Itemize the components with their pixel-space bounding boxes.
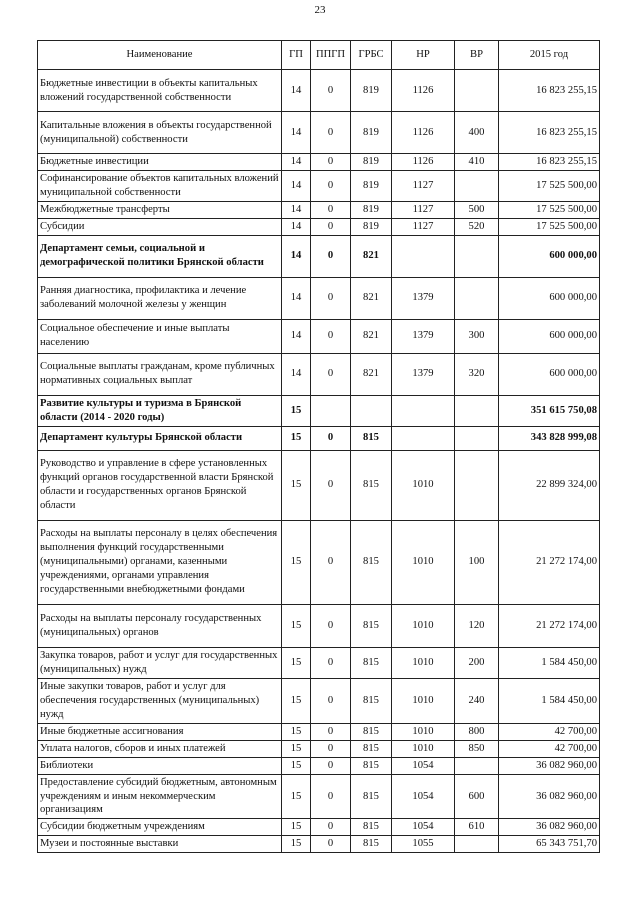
cell-np: 1379 <box>392 277 455 319</box>
cell-gp: 15 <box>282 520 311 604</box>
table-row <box>38 319 600 353</box>
cell-name: Бюджетные инвестиции <box>38 154 282 171</box>
table-row <box>38 154 600 171</box>
table-row <box>38 235 600 277</box>
cell-amount: 36 082 960,00 <box>499 757 600 774</box>
cell-np: 1379 <box>392 353 455 395</box>
cell-vr <box>455 426 499 450</box>
cell-amount: 17 525 500,00 <box>499 170 600 201</box>
cell-vr <box>455 277 499 319</box>
cell-np: 1010 <box>392 520 455 604</box>
cell-name: Музеи и постоянные выставки <box>38 836 282 853</box>
cell-gp: 14 <box>282 70 311 112</box>
table-row <box>38 201 600 218</box>
table-row <box>38 819 600 836</box>
cell-name: Капитальные вложения в объекты государственной (муниципальной) собственности <box>38 112 282 154</box>
cell-pgp: 0 <box>311 277 351 319</box>
cell-np: 1010 <box>392 678 455 723</box>
cell-gp: 15 <box>282 774 311 819</box>
cell-gp: 14 <box>282 353 311 395</box>
table-row <box>38 604 600 647</box>
cell-pgp: 0 <box>311 201 351 218</box>
cell-gp: 14 <box>282 154 311 171</box>
cell-vr: 850 <box>455 740 499 757</box>
cell-name: Субсидии <box>38 218 282 235</box>
cell-np <box>392 235 455 277</box>
cell-name: Библиотеки <box>38 757 282 774</box>
cell-vr: 240 <box>455 678 499 723</box>
cell-name: Расходы на выплаты персоналу государственных (муниципальных) органов <box>38 604 282 647</box>
cell-amount: 600 000,00 <box>499 353 600 395</box>
cell-pgp: 0 <box>311 154 351 171</box>
table-row <box>38 70 600 112</box>
cell-grbs: 815 <box>351 757 392 774</box>
table-header-row <box>38 41 600 70</box>
cell-np: 1054 <box>392 757 455 774</box>
cell-pgp: 0 <box>311 836 351 853</box>
cell-np <box>392 426 455 450</box>
cell-np: 1126 <box>392 154 455 171</box>
table-row <box>38 520 600 604</box>
cell-gp: 14 <box>282 277 311 319</box>
cell-amount: 1 584 450,00 <box>499 647 600 678</box>
table-row <box>38 353 600 395</box>
table-row <box>38 740 600 757</box>
cell-grbs: 819 <box>351 201 392 218</box>
cell-amount: 600 000,00 <box>499 277 600 319</box>
cell-pgp: 0 <box>311 170 351 201</box>
cell-name: Бюджетные инвестиции в объекты капитальных вложений государственной собственности <box>38 70 282 112</box>
cell-grbs: 815 <box>351 604 392 647</box>
cell-np: 1054 <box>392 819 455 836</box>
cell-amount: 36 082 960,00 <box>499 819 600 836</box>
cell-name: Иные бюджетные ассигнования <box>38 723 282 740</box>
cell-amount: 16 823 255,15 <box>499 70 600 112</box>
cell-np: 1127 <box>392 170 455 201</box>
cell-name: Уплата налогов, сборов и иных платежей <box>38 740 282 757</box>
cell-grbs: 819 <box>351 70 392 112</box>
cell-vr <box>455 836 499 853</box>
cell-vr: 520 <box>455 218 499 235</box>
cell-vr <box>455 70 499 112</box>
table-row <box>38 218 600 235</box>
header-np: НР <box>392 41 455 70</box>
cell-pgp: 0 <box>311 450 351 520</box>
cell-amount: 600 000,00 <box>499 319 600 353</box>
cell-amount: 21 272 174,00 <box>499 520 600 604</box>
cell-gp: 14 <box>282 201 311 218</box>
cell-amount: 22 899 324,00 <box>499 450 600 520</box>
cell-pgp: 0 <box>311 678 351 723</box>
header-year: 2015 год <box>499 41 600 70</box>
cell-np: 1379 <box>392 319 455 353</box>
cell-vr: 320 <box>455 353 499 395</box>
cell-grbs: 819 <box>351 112 392 154</box>
cell-grbs: 821 <box>351 353 392 395</box>
cell-name: Социальное обеспечение и иные выплаты населению <box>38 319 282 353</box>
header-grbs: ГРБС <box>351 41 392 70</box>
cell-np: 1127 <box>392 218 455 235</box>
cell-gp: 14 <box>282 170 311 201</box>
cell-name: Социальные выплаты гражданам, кроме публичных нормативных социальных выплат <box>38 353 282 395</box>
cell-vr: 400 <box>455 112 499 154</box>
table-row <box>38 170 600 201</box>
cell-vr: 120 <box>455 604 499 647</box>
cell-pgp: 0 <box>311 774 351 819</box>
cell-name: Департамент семьи, социальной и демографической политики Брянской области <box>38 235 282 277</box>
table-row <box>38 647 600 678</box>
cell-grbs: 815 <box>351 723 392 740</box>
cell-np: 1010 <box>392 647 455 678</box>
cell-name: Межбюджетные трансферты <box>38 201 282 218</box>
cell-np: 1126 <box>392 70 455 112</box>
cell-gp: 15 <box>282 678 311 723</box>
table-row <box>38 723 600 740</box>
cell-grbs: 815 <box>351 426 392 450</box>
cell-np: 1010 <box>392 450 455 520</box>
cell-vr: 300 <box>455 319 499 353</box>
cell-vr: 600 <box>455 774 499 819</box>
cell-gp: 15 <box>282 819 311 836</box>
table-row <box>38 757 600 774</box>
cell-pgp: 0 <box>311 235 351 277</box>
cell-amount: 21 272 174,00 <box>499 604 600 647</box>
cell-grbs: 819 <box>351 154 392 171</box>
cell-np <box>392 395 455 426</box>
cell-name: Развитие культуры и туризма в Брянской области (2014 - 2020 годы) <box>38 395 282 426</box>
cell-name: Департамент культуры Брянской области <box>38 426 282 450</box>
cell-pgp: 0 <box>311 520 351 604</box>
cell-pgp: 0 <box>311 112 351 154</box>
cell-amount: 42 700,00 <box>499 740 600 757</box>
cell-pgp: 0 <box>311 723 351 740</box>
cell-np: 1010 <box>392 604 455 647</box>
table-row <box>38 277 600 319</box>
cell-name: Софинансирование объектов капитальных вложений муниципальной собственности <box>38 170 282 201</box>
cell-grbs: 815 <box>351 647 392 678</box>
cell-gp: 15 <box>282 740 311 757</box>
cell-name: Руководство и управление в сфере установленных функций органов государственной власти Брянской области и государственных органов Брянской области <box>38 450 282 520</box>
cell-grbs: 815 <box>351 678 392 723</box>
cell-amount: 17 525 500,00 <box>499 201 600 218</box>
cell-vr: 200 <box>455 647 499 678</box>
cell-vr <box>455 757 499 774</box>
cell-name: Предоставление субсидий бюджетным, автономным учреждениям и иным некоммерческим организациям <box>38 774 282 819</box>
cell-np: 1126 <box>392 112 455 154</box>
cell-vr <box>455 235 499 277</box>
table-row <box>38 774 600 819</box>
cell-amount: 65 343 751,70 <box>499 836 600 853</box>
cell-grbs: 815 <box>351 819 392 836</box>
table-row <box>38 426 600 450</box>
cell-name: Субсидии бюджетным учреждениям <box>38 819 282 836</box>
table-row <box>38 678 600 723</box>
header-name: Наименование <box>38 41 282 70</box>
cell-name: Расходы на выплаты персоналу в целях обеспечения выполнения функций государственными (муниципальными) органами, казенными учреждениями, органами управления государственными внебюджетными фондами <box>38 520 282 604</box>
cell-amount: 16 823 255,15 <box>499 112 600 154</box>
cell-gp: 14 <box>282 319 311 353</box>
cell-pgp: 0 <box>311 353 351 395</box>
page-number: 23 <box>314 4 326 16</box>
cell-grbs <box>351 395 392 426</box>
cell-grbs: 815 <box>351 520 392 604</box>
cell-vr: 800 <box>455 723 499 740</box>
cell-np: 1010 <box>392 740 455 757</box>
cell-pgp: 0 <box>311 604 351 647</box>
cell-vr <box>455 170 499 201</box>
cell-name: Ранняя диагностика, профилактика и лечение заболеваний молочной железы у женщин <box>38 277 282 319</box>
cell-gp: 15 <box>282 757 311 774</box>
cell-gp: 15 <box>282 647 311 678</box>
cell-pgp: 0 <box>311 757 351 774</box>
header-pgp: ППГП <box>311 41 351 70</box>
cell-gp: 15 <box>282 836 311 853</box>
cell-gp: 15 <box>282 426 311 450</box>
cell-grbs: 819 <box>351 170 392 201</box>
cell-grbs: 815 <box>351 740 392 757</box>
cell-pgp: 0 <box>311 70 351 112</box>
cell-grbs: 815 <box>351 836 392 853</box>
cell-amount: 16 823 255,15 <box>499 154 600 171</box>
cell-gp: 15 <box>282 723 311 740</box>
cell-name: Закупка товаров, работ и услуг для государственных (муниципальных) нужд <box>38 647 282 678</box>
cell-pgp <box>311 395 351 426</box>
table-row <box>38 836 600 853</box>
cell-gp: 15 <box>282 604 311 647</box>
table-row <box>38 112 600 154</box>
cell-pgp: 0 <box>311 218 351 235</box>
cell-grbs: 819 <box>351 218 392 235</box>
cell-gp: 14 <box>282 218 311 235</box>
cell-vr: 500 <box>455 201 499 218</box>
cell-np: 1054 <box>392 774 455 819</box>
cell-grbs: 821 <box>351 319 392 353</box>
cell-amount: 1 584 450,00 <box>499 678 600 723</box>
cell-pgp: 0 <box>311 740 351 757</box>
budget-table <box>37 40 600 853</box>
cell-np: 1010 <box>392 723 455 740</box>
cell-name: Иные закупки товаров, работ и услуг для обеспечения государственных (муниципальных) нужд <box>38 678 282 723</box>
cell-gp: 14 <box>282 112 311 154</box>
cell-pgp: 0 <box>311 647 351 678</box>
cell-gp: 14 <box>282 235 311 277</box>
cell-gp: 15 <box>282 395 311 426</box>
cell-amount: 17 525 500,00 <box>499 218 600 235</box>
table-row <box>38 450 600 520</box>
cell-vr: 410 <box>455 154 499 171</box>
cell-vr <box>455 395 499 426</box>
cell-grbs: 815 <box>351 774 392 819</box>
cell-pgp: 0 <box>311 426 351 450</box>
header-vr: ВР <box>455 41 499 70</box>
cell-vr: 100 <box>455 520 499 604</box>
cell-amount: 351 615 750,08 <box>499 395 600 426</box>
cell-gp: 15 <box>282 450 311 520</box>
cell-pgp: 0 <box>311 319 351 353</box>
table-body <box>38 70 600 853</box>
cell-vr: 610 <box>455 819 499 836</box>
cell-np: 1055 <box>392 836 455 853</box>
cell-np: 1127 <box>392 201 455 218</box>
table-row <box>38 395 600 426</box>
cell-grbs: 821 <box>351 235 392 277</box>
cell-amount: 36 082 960,00 <box>499 774 600 819</box>
cell-amount: 343 828 999,08 <box>499 426 600 450</box>
cell-grbs: 821 <box>351 277 392 319</box>
cell-amount: 600 000,00 <box>499 235 600 277</box>
cell-grbs: 815 <box>351 450 392 520</box>
cell-pgp: 0 <box>311 819 351 836</box>
header-gp: ГП <box>282 41 311 70</box>
cell-amount: 42 700,00 <box>499 723 600 740</box>
cell-vr <box>455 450 499 520</box>
